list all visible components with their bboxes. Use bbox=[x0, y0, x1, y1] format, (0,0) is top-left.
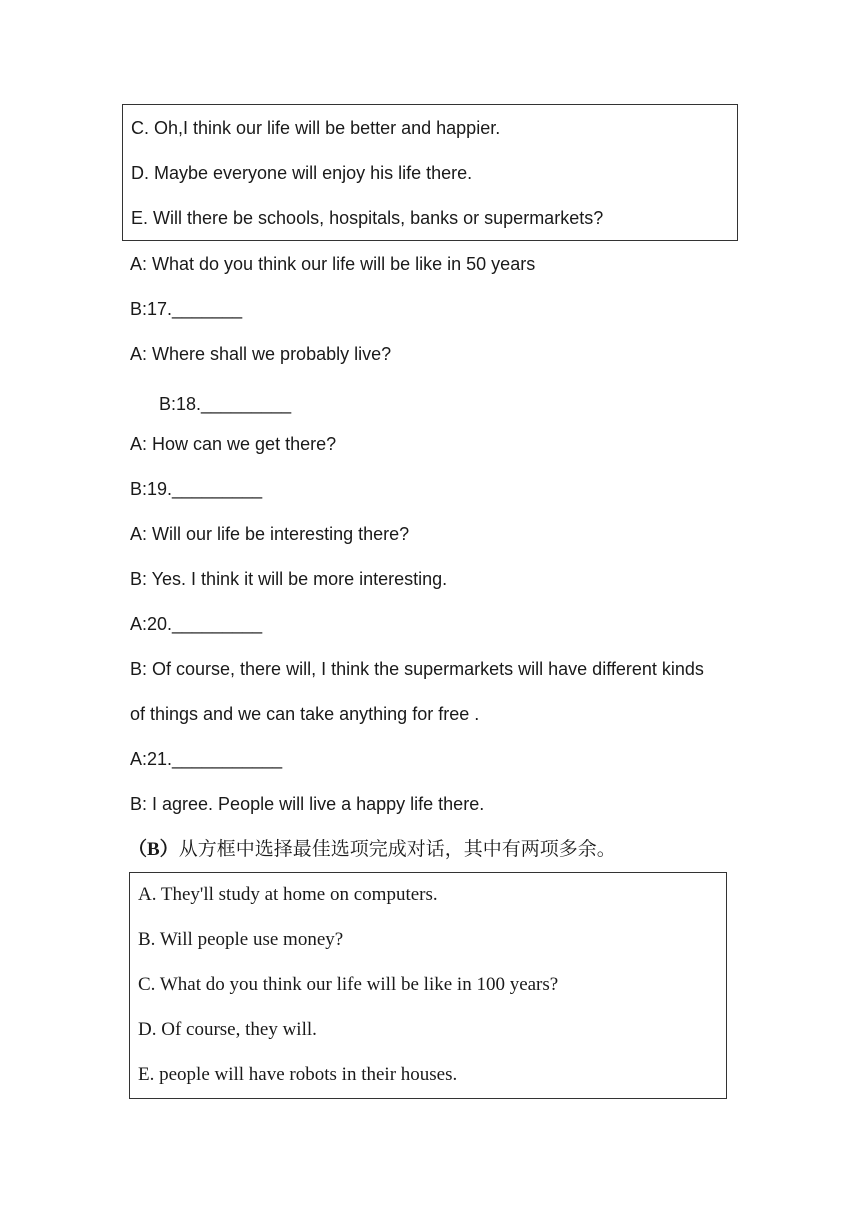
option-d: D. Maybe everyone will enjoy his life there. bbox=[131, 163, 473, 183]
section-b-label: （B） bbox=[128, 839, 179, 860]
dialogue-line: A: Will our life be interesting there? bbox=[130, 524, 410, 544]
dialogue-line: A: What do you think our life will be like in 50 years bbox=[130, 254, 536, 274]
dialogue-line: B:19._________ bbox=[130, 479, 263, 499]
section-b-heading bbox=[128, 838, 616, 861]
dialogue-line: B: Of course, there will, I think the supermarkets will have different kinds bbox=[130, 659, 704, 679]
option-c: C. Oh,I think our life will be better and happier. bbox=[131, 118, 501, 138]
dialogue-line: A: How can we get there? bbox=[130, 434, 337, 454]
option-b: B. Will people use money? bbox=[138, 929, 344, 950]
dialogue-line: B:17._______ bbox=[130, 299, 243, 319]
dialogue-line: A: Where shall we probably live? bbox=[130, 344, 392, 364]
option-a: A. They'll study at home on computers. bbox=[138, 884, 438, 905]
dialogue-line: B:18._________ bbox=[159, 394, 292, 414]
dialogue-line: A:21.___________ bbox=[130, 749, 283, 769]
section-b-instruction: 从方框中选择最佳选项完成对话，其中有两项多余。 bbox=[178, 838, 616, 860]
dialogue-line: B: Yes. I think it will be more interesting. bbox=[130, 569, 448, 589]
option-e: E. Will there be schools, hospitals, banks or supermarkets? bbox=[131, 208, 604, 228]
dialogue-line: of things and we can take anything for free . bbox=[130, 704, 480, 724]
option-c: C. What do you think our life will be like in 100 years? bbox=[138, 974, 559, 995]
dialogue-line: B: I agree. People will live a happy life there. bbox=[130, 794, 485, 814]
option-d: D. Of course, they will. bbox=[138, 1019, 317, 1040]
dialogue-line: A:20._________ bbox=[130, 614, 263, 634]
option-e: E. people will have robots in their houses. bbox=[138, 1064, 458, 1085]
